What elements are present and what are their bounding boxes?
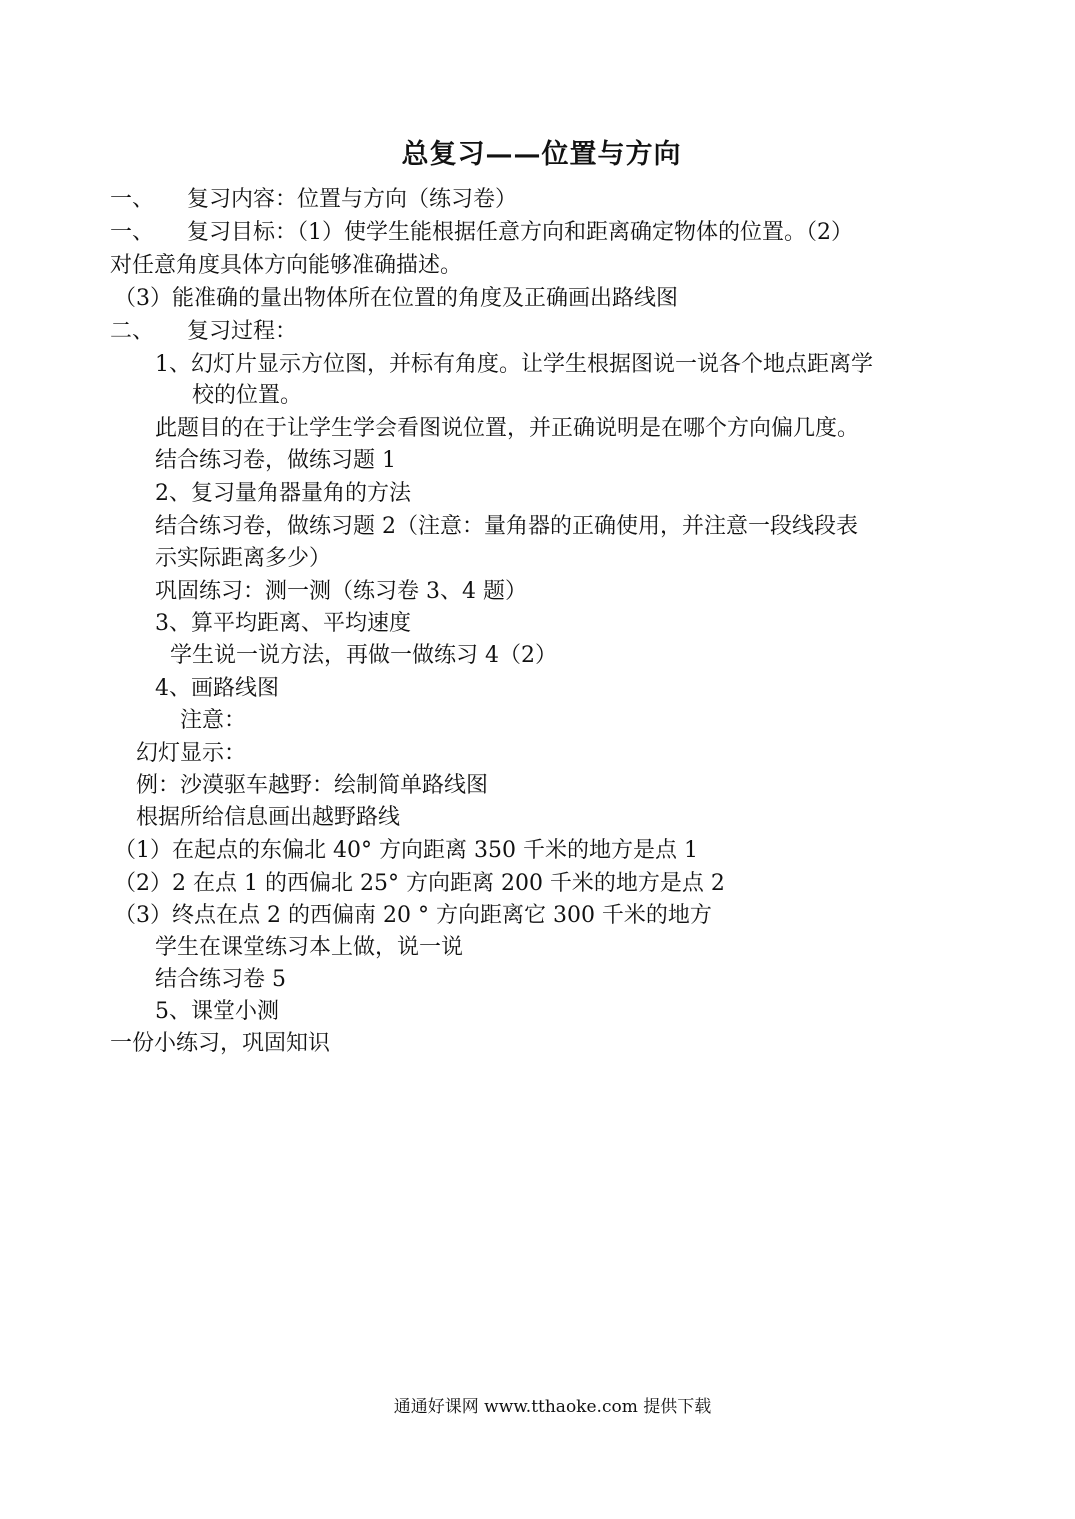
step-1-purpose-line: 此题目的在于让学生学会看图说位置，并正确说明是在哪个方向偏几度。 [155, 416, 860, 441]
route-point-1-line: （1）在起点的东偏北 40° 方向距离 350 千米的地方是点 1 [114, 838, 698, 863]
route-point-2-line: （2）2 在点 1 的西偏北 25° 方向距离 200 千米的地方是点 2 [114, 871, 725, 896]
review-content-line: 一、 复习内容：位置与方向（练习卷） [110, 187, 518, 212]
attention-line: 注意： [180, 708, 247, 733]
classwork-line: 学生在课堂练习本上做，说一说 [155, 935, 464, 960]
practice-5-line: 结合练习卷 5 [155, 967, 286, 992]
step-2-line: 2、复习量角器量角的方法 [155, 481, 411, 506]
consolidation-line: 巩固练习：测一测（练习卷 3、4 题） [155, 579, 527, 604]
review-goal-continued-line: 对任意角度具体方向能够准确描述。 [110, 253, 463, 278]
step-2-practice-continued-line: 示实际距离多少） [155, 546, 332, 571]
document-title: 总复习——位置与方向 [401, 139, 682, 170]
step-3-line: 3、算平均距离、平均速度 [155, 611, 411, 636]
route-end-line: （3）终点在点 2 的西偏南 20 ° 方向距离它 300 千米的地方 [114, 903, 712, 928]
step-1-line: 1、幻灯片显示方位图，并标有角度。让学生根据图说一说各个地点距离学 [155, 352, 873, 377]
review-goal-line: 一、 复习目标：（1）使学生能根据任意方向和距离确定物体的位置。（2） [110, 220, 853, 245]
closing-line: 一份小练习，巩固知识 [110, 1031, 331, 1056]
step-3-method-line: 学生说一说方法，再做一做练习 4（2） [170, 643, 557, 668]
example-line: 例：沙漠驱车越野：绘制简单路线图 [136, 773, 489, 798]
step-1-continued-line: 校的位置。 [192, 383, 303, 408]
slide-display-line: 幻灯显示： [136, 741, 247, 766]
step-4-line: 4、画路线图 [155, 676, 279, 701]
step-2-practice-line: 结合练习卷，做练习题 2（注意：量角器的正确使用，并注意一段线段表 [155, 514, 858, 539]
step-5-line: 5、课堂小测 [155, 999, 279, 1024]
review-process-heading: 二、 复习过程： [110, 319, 298, 344]
step-1-practice-line: 结合练习卷，做练习题 1 [155, 448, 396, 473]
page-footer: 通通好课网 www.tthaoke.com 提供下载 [393, 1397, 712, 1417]
route-instruction-line: 根据所给信息画出越野路线 [136, 805, 401, 830]
review-goal-3-line: （3）能准确的量出物体所在位置的角度及正确画出路线图 [114, 286, 678, 311]
